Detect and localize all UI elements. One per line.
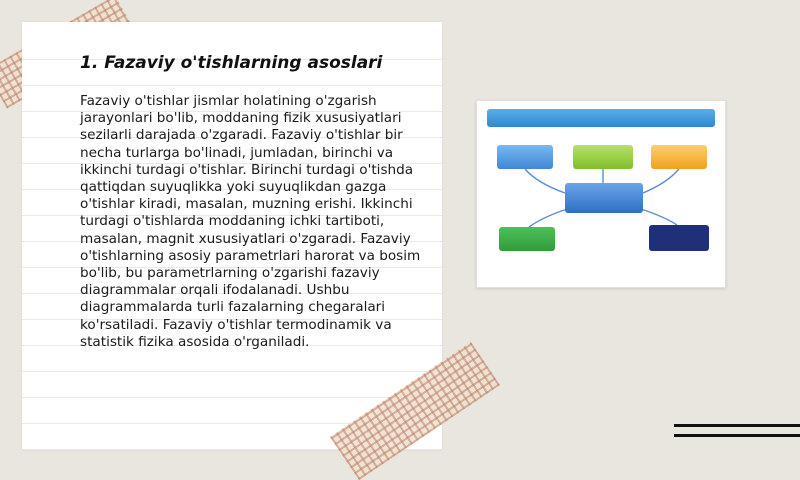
decorative-line [674, 424, 800, 427]
diagram-box-green-left [499, 227, 555, 251]
section-heading: 1. Fazaviy o'tishlarning asoslari [80, 53, 383, 73]
diagram-box-green [573, 145, 633, 169]
diagram-box-blue [497, 145, 553, 169]
decorative-line [674, 434, 800, 437]
diagram-box-center [565, 183, 643, 213]
diagram-box-orange [651, 145, 707, 169]
diagram-box-navy [649, 225, 709, 251]
body-paragraph: Fazaviy o'tishlar jismlar holatining o'zgarish jarayonlari bo'lib, moddaning fizik xususiyatlari sezilarli darajada o'zgaradi. Fazaviy o'tishlar bir necha turlarga bo'linadi, jumladan, birinchi va ikkinchi turdagi o'tishlar. Birinchi turdagi o'tishda qattiqdan suyuqlikka yoki suyuqlikdan gazga o'tishlar kiradi, masalan, muzning erishi. Ikkinchi turdagi o'tishlarda moddaning ichki tartiboti, masalan, magnit xususiyatlari o'zgaradi. Fazaviy o'tishlarning asosiy parametrlari harorat va bosim bo'lib, bu parametrlarning o'zgarishi fazaviy diagrammalar orqali ifodalanadi. Ushbu diagrammalarda turli fazalarning chegaralari ko'rsatiladi. Fazaviy o'tishlar termodinamik va statistik fizika asosida o'rganiladi. [80, 93, 421, 350]
decorative-lines [674, 424, 800, 444]
diagram-image [476, 100, 726, 288]
